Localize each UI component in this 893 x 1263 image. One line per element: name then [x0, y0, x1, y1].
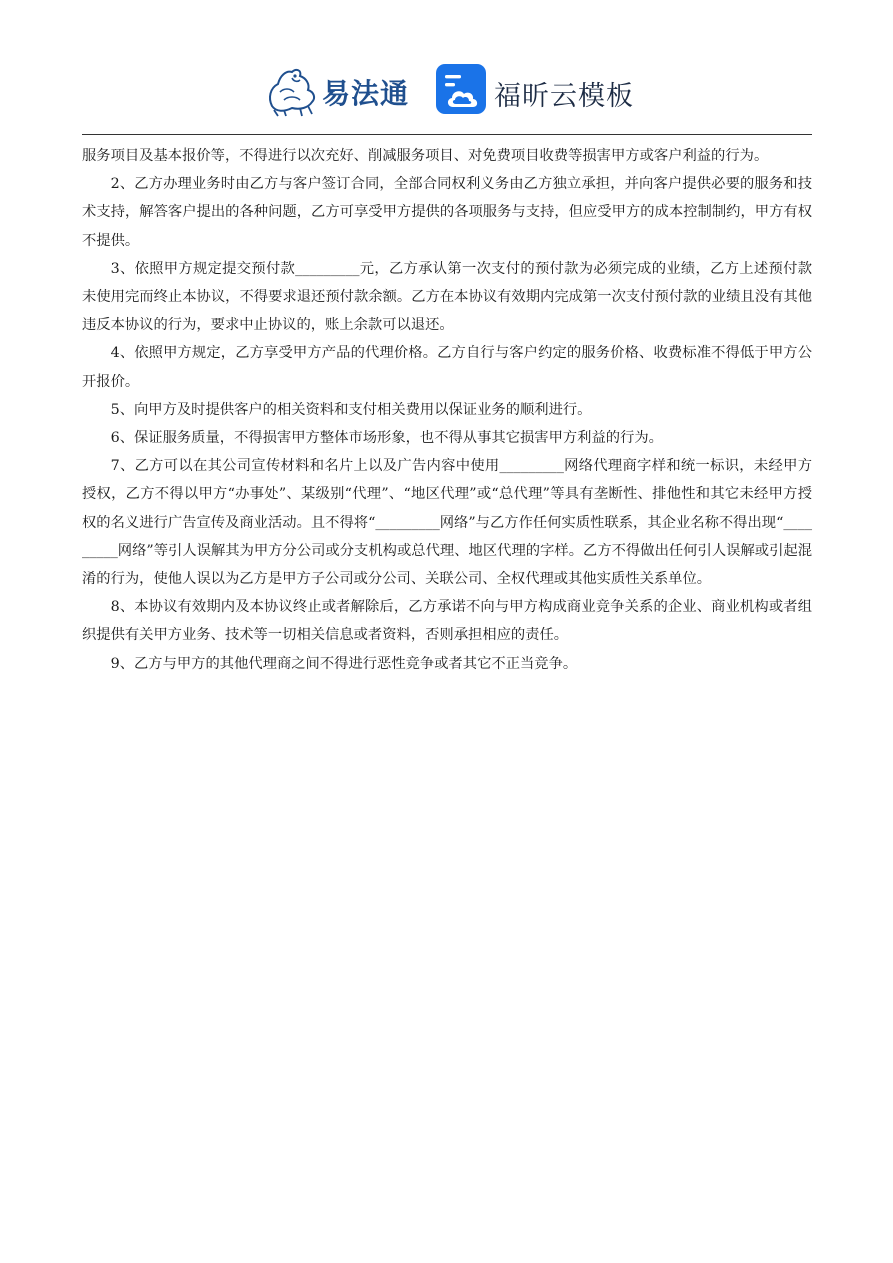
cloud-document-icon — [436, 64, 486, 114]
clause-7: 7、乙方可以在其公司宣传材料和名片上以及广告内容中使用_________网络代理商字样和统一标识，未经甲方授权，乙方不得以甲方“办事处”、某级别“代理”、“地区代理”或“总代理”等具有垄断性、排他性和其它未经甲方授权的名义进行广告宣传及商业活动。且不得将“_________网络”与乙方作任何实质性联系，其企业名称不得出现“_________网络”等引人误解其为甲方分公司或分支机构或总代理、地区代理的字样。乙方不得做出任何引人误解或引起混淆的行为，使他人误以为乙方是甲方子公司或分公司、关联公司、全权代理或其他实质性关系单位。 — [82, 458, 812, 588]
clause-3: 3、依照甲方规定提交预付款_________元，乙方承认第一次支付的预付款为必须完成的业绩，乙方上述预付款未使用完而终止本协议，不得要求退还预付款余额。乙方在本协议有效期内完成第一次支付预付款的业绩且没有其他违反本协议的行为，要求中止协议的，账上余款可以退还。 — [82, 260, 812, 334]
paragraph-continued: 服务项目及基本报价等，不得进行以次充好、削减服务项目、对免费项目收费等损害甲方或客户利益的行为。 — [82, 148, 769, 164]
document-body — [82, 142, 812, 678]
fuxin-logo — [436, 64, 646, 120]
header-divider — [82, 134, 812, 135]
clause-4: 4、依照甲方规定，乙方享受甲方产品的代理价格。乙方自行与客户约定的服务价格、收费标准不得低于甲方公开报价。 — [82, 345, 812, 390]
yifatong-logo — [262, 62, 422, 118]
clause-9: 9、乙方与甲方的其他代理商之间不得进行恶性竞争或者其它不正当竞争。 — [110, 655, 578, 672]
clause-5: 5、向甲方及时提供客户的相关资料和支付相关费用以保证业务的顺利进行。 — [110, 401, 592, 418]
page-header — [0, 58, 893, 128]
clause-6: 6、保证服务质量，不得损害甲方整体市场形象，也不得从事其它损害甲方利益的行为。 — [110, 430, 663, 447]
fuxin-logo-text: 福昕云模板 — [494, 81, 634, 112]
clause-8: 8、本协议有效期内及本协议终止或者解除后，乙方承诺不向与甲方构成商业竞争关系的企业、商业机构或者组织提供有关甲方业务、技术等一切相关信息或者资料，否则承担相应的责任。 — [82, 599, 812, 644]
clause-2: 2、乙方办理业务时由乙方与客户签订合同，全部合同权利义务由乙方独立承担，并向客户提供必要的服务和技术支持，解答客户提出的各种问题，乙方可享受甲方提供的各项服务与支持，但应受甲方的成本控制制约，甲方有权不提供。 — [82, 176, 812, 249]
yifatong-logo-text: 易法通 — [322, 77, 410, 110]
qilin-emblem-icon — [262, 62, 324, 118]
